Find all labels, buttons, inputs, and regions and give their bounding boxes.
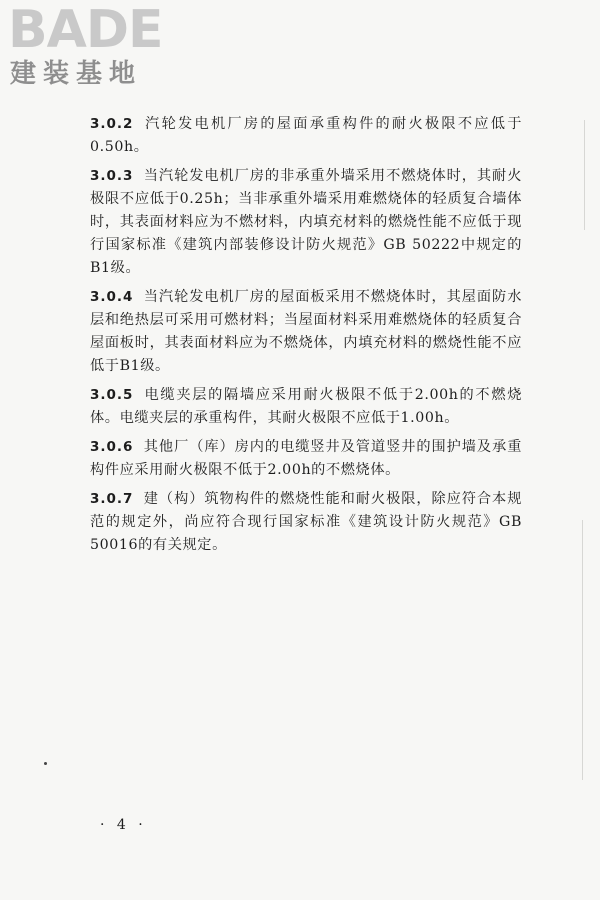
clause-number: 3.0.2 bbox=[90, 116, 134, 132]
scan-edge-line bbox=[582, 520, 583, 780]
clause-number: 3.0.7 bbox=[90, 491, 134, 507]
clause-3-0-2 bbox=[90, 113, 522, 159]
logo-mark: BADE bbox=[8, 0, 163, 60]
clause-text: 其他厂（库）房内的电缆竖井及管道竖井的围护墙及承重构件应采用耐火极限不低于2.00h的不燃烧体。 bbox=[90, 439, 522, 478]
clause-3-0-6 bbox=[90, 436, 522, 482]
clause-text: 当汽轮发电机厂房的屋面板采用不燃烧体时，其屋面防水层和绝热层可采用可燃材料；当屋面材料采用难燃烧体的轻质复合屋面板时，其表面材料应为不燃烧体，内填充材料的燃烧性能不应低于B1级。 bbox=[90, 289, 522, 374]
scan-speck bbox=[44, 762, 47, 765]
clause-number: 3.0.5 bbox=[90, 387, 134, 403]
logo-subtitle: 建装基地 bbox=[10, 59, 143, 89]
clause-3-0-4 bbox=[90, 286, 522, 378]
clause-text: 电缆夹层的隔墙应采用耐火极限不低于2.00h的不燃烧体。电缆夹层的承重构件，其耐火极限不应低于1.00h。 bbox=[90, 387, 522, 426]
page-number: · 4 · bbox=[100, 817, 147, 833]
clause-number: 3.0.6 bbox=[90, 439, 134, 455]
clause-3-0-7 bbox=[90, 488, 522, 557]
clause-number: 3.0.4 bbox=[90, 289, 134, 305]
clause-3-0-3 bbox=[90, 165, 522, 280]
bade-logo bbox=[8, 2, 178, 94]
clause-text: 建（构）筑物构件的燃烧性能和耐火极限，除应符合本规范的规定外，尚应符合现行国家标准《建筑设计防火规范》GB 50016的有关规定。 bbox=[90, 491, 522, 553]
clause-3-0-5 bbox=[90, 384, 522, 430]
clause-number: 3.0.3 bbox=[90, 168, 134, 184]
scan-edge-line bbox=[584, 120, 585, 230]
clause-text: 当汽轮发电机厂房的非承重外墙采用不燃烧体时，其耐火极限不应低于0.25h；当非承重外墙采用难燃烧体的轻质复合墙体时，其表面材料应为不燃材料，内填充材料的燃烧性能不应低于现行国家标准《建筑内部装修设计防火规范》GB 50222中规定的B1级。 bbox=[90, 168, 522, 276]
clause-text: 汽轮发电机厂房的屋面承重构件的耐火极限不应低于0.50h。 bbox=[90, 116, 522, 155]
document-body bbox=[90, 113, 522, 563]
